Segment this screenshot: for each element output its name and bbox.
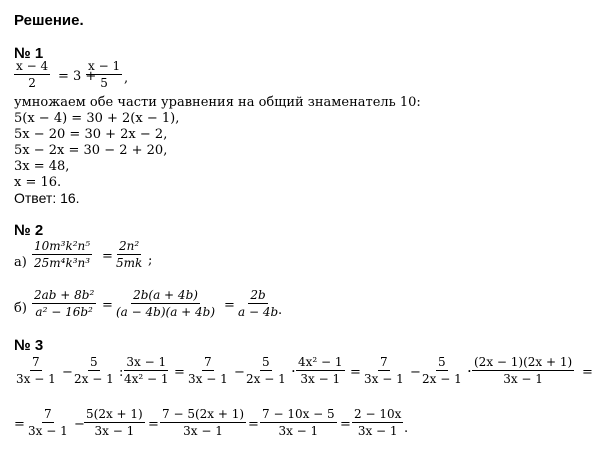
fraction-denominator: (a − 4b)(a + 4b) (116, 305, 216, 319)
task3-l1-fraction-1 (14, 356, 58, 385)
task3-l2-op-3: = (248, 417, 259, 432)
task1-step-4: 3x = 48, (14, 159, 70, 174)
fraction-numerator: 7 (204, 355, 212, 369)
fraction-numerator: 10m³k²n⁵ (34, 239, 91, 253)
task1-eq-mid: = 3 + (58, 69, 97, 84)
task1-step-2: 5x − 20 = 30 + 2x − 2, (14, 127, 168, 142)
task2-b-fraction-2 (114, 289, 217, 318)
fraction-numerator: 2 − 10x (354, 407, 402, 421)
fraction-denominator: 3x − 1 (503, 372, 543, 386)
task3-l1-fraction-9 (472, 356, 574, 385)
task3-l1-op-7: − (410, 365, 421, 380)
task1-answer: Ответ: 16. (14, 190, 80, 206)
task2-b-equals-1: = (102, 298, 113, 313)
fraction-numerator: (2x − 1)(2x + 1) (474, 355, 573, 369)
task3-l2-fraction-5 (352, 408, 403, 437)
fraction-numerator: 2b(a + 4b) (133, 288, 198, 302)
task2-a-equals: = (102, 249, 113, 264)
task2-b-end: . (278, 303, 283, 318)
fraction-denominator: a² − 16b² (35, 305, 93, 319)
task3-label: № 3 (14, 337, 44, 354)
fraction-denominator: a − 4b (238, 305, 279, 319)
task3-l1-op-9: = (582, 365, 593, 380)
fraction-numerator: 2n² (119, 239, 140, 253)
fraction-denominator: 4x² − 1 (124, 372, 169, 386)
task3-l1-fraction-3 (122, 356, 171, 385)
task3-l2-op-0: = (14, 417, 25, 432)
fraction-numerator: 5 (438, 355, 446, 369)
fraction-denominator: 2x − 1 (74, 372, 114, 386)
fraction-numerator: 7 (380, 355, 388, 369)
task3-l1-fraction-8 (420, 356, 464, 385)
task3-l2-op-2: = (148, 417, 159, 432)
fraction-denominator: 2x − 1 (422, 372, 462, 386)
task3-l1-op-4: − (234, 365, 245, 380)
fraction-numerator: x − 1 (88, 59, 121, 73)
task3-l1-op-5: · (291, 362, 296, 380)
fraction-numerator: 4x² − 1 (298, 355, 343, 369)
fraction-denominator: 3x − 1 (16, 372, 56, 386)
fraction-denominator: 3x − 1 (278, 424, 319, 438)
solution-heading: Решение. (14, 12, 84, 29)
fraction-denominator: 5mk (116, 256, 143, 270)
task3-l1-fraction-4 (186, 356, 230, 385)
task3-l1-op-3: = (174, 365, 185, 380)
fraction-denominator: 5 (100, 76, 108, 90)
fraction-denominator: 3x − 1 (357, 424, 398, 438)
fraction-denominator: 25m⁴k³n³ (34, 256, 91, 270)
task3-l1-op-1: − (62, 365, 73, 380)
task1-label: № 1 (14, 45, 44, 62)
task2-label: № 2 (14, 222, 44, 239)
fraction-numerator: 5(2x + 1) (86, 407, 143, 421)
fraction-denominator: 3x − 1 (188, 372, 228, 386)
task2-b-fraction-3 (236, 288, 283, 319)
fraction-denominator: 3x − 1 (28, 424, 68, 438)
task1-step-1: 5(x − 4) = 30 + 2(x − 1), (14, 111, 180, 126)
task2-a-fraction-1 (32, 240, 92, 269)
task1-step-3: 5x − 2x = 30 − 2 + 20, (14, 143, 168, 158)
fraction-numerator: 5 (262, 355, 270, 369)
task2-b-label: б) (14, 301, 27, 316)
task3-l2-fraction-1 (26, 408, 70, 437)
fraction-numerator: 2ab + 8b² (34, 288, 95, 302)
fraction-denominator: 3x − 1 (183, 424, 223, 438)
fraction-numerator: 7 (32, 355, 40, 369)
fraction-denominator: 3x − 1 (94, 424, 135, 438)
task3-l2-op-4: = (340, 417, 351, 432)
task3-l2-op-1: − (74, 417, 85, 432)
task1-note: умножаем обе части уравнения на общий знаменатель 10: (14, 95, 421, 110)
fraction-numerator: 3x − 1 (126, 355, 167, 369)
task3-l2-end: . (404, 421, 409, 436)
task3-l1-fraction-2 (72, 356, 116, 385)
fraction-numerator: 2b (250, 288, 266, 302)
task3-l2-fraction-2 (84, 408, 145, 437)
task3-l2-fraction-3 (160, 408, 246, 437)
fraction-numerator: 7 (44, 407, 52, 421)
task1-step-5: x = 16. (14, 175, 62, 190)
task3-l1-op-6: = (350, 365, 361, 380)
task2-a-fraction-2 (114, 240, 144, 269)
task2-b-equals-2: = (224, 298, 235, 313)
task1-fraction-2 (86, 60, 122, 89)
task2-b-fraction-1 (32, 289, 96, 318)
task1-eq-end: , (124, 71, 129, 86)
fraction-denominator: 2x − 1 (246, 372, 286, 386)
task3-l1-fraction-6 (296, 356, 345, 385)
fraction-numerator: 5 (90, 355, 98, 369)
fraction-denominator: 3x − 1 (364, 372, 404, 386)
task2-a-end: ; (148, 253, 153, 268)
task3-l1-op-8: · (467, 362, 472, 380)
fraction-denominator: 3x − 1 (300, 372, 341, 386)
fraction-numerator: 7 − 10x − 5 (262, 407, 335, 421)
task3-l1-fraction-5 (244, 356, 288, 385)
task1-fraction-1 (14, 60, 50, 89)
fraction-numerator: 7 − 5(2x + 1) (162, 407, 245, 421)
fraction-denominator: 2 (28, 76, 36, 90)
task3-l1-op-2: : (119, 365, 124, 380)
task2-a-label: а) (14, 255, 27, 270)
fraction-numerator: x − 4 (16, 59, 49, 73)
task3-l2-fraction-4 (260, 408, 337, 437)
task3-l1-fraction-7 (362, 356, 406, 385)
